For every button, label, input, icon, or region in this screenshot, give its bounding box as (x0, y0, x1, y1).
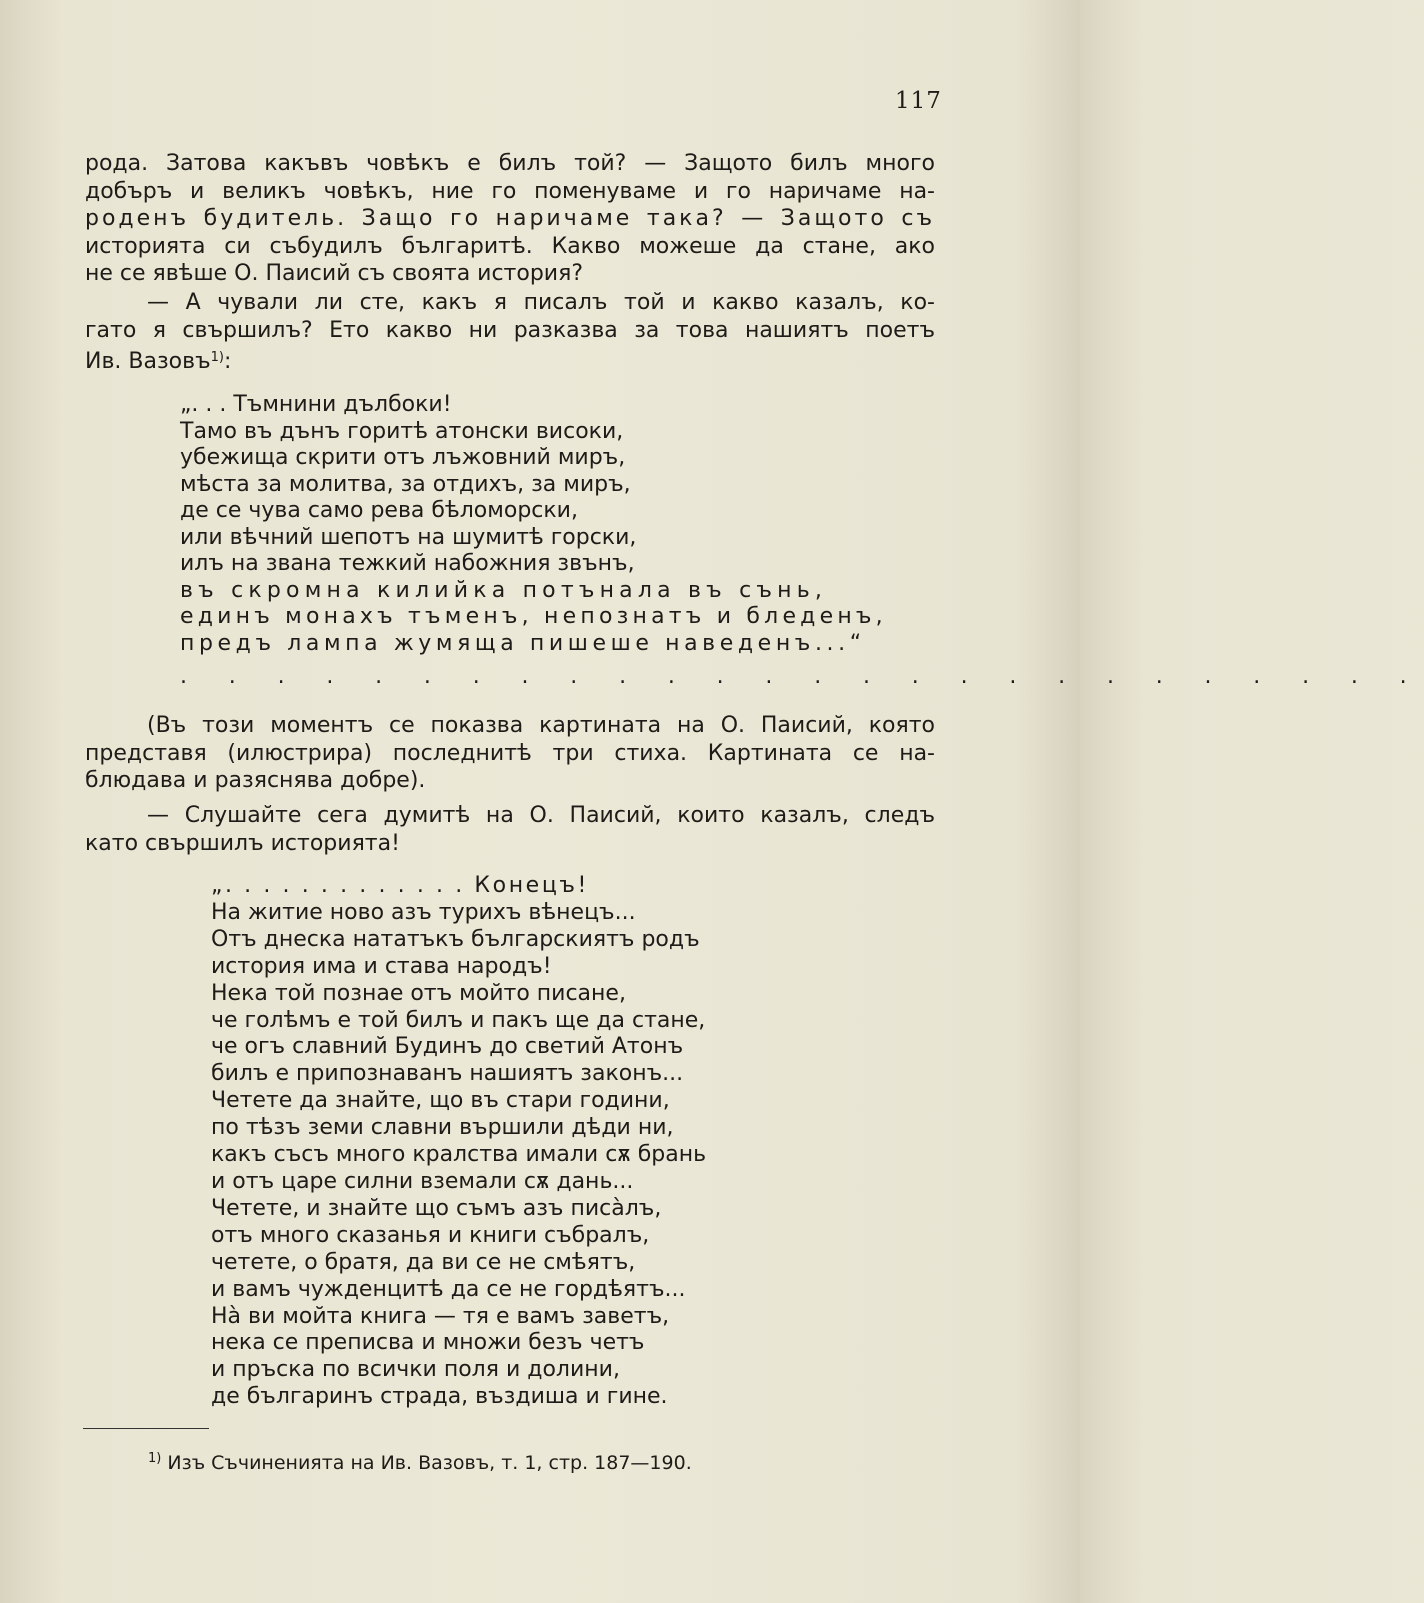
text-line: (Въ този моментъ се показва картината на О. Паисий, която (147, 713, 935, 738)
text-line: роденъ будитель. Защо го наричаме така? — Защото съ (85, 206, 935, 231)
verse-quote-2 (211, 873, 801, 1411)
verse-line: единъ монахъ тъменъ, непознатъ и бледенъ, (180, 604, 887, 629)
verse-line: отъ много сказанья и книги събралъ, (211, 1222, 650, 1248)
footnote (148, 1451, 692, 1474)
colon: : (224, 349, 232, 374)
verse-line: въ скромна килийка потънала въ сънь, (180, 577, 828, 603)
footnote-text: Изъ Съчиненията на Ив. Вазовъ, т. 1, стр. 187—190. (161, 1452, 692, 1474)
verse-line: На житие ново азъ турихъ вѣнецъ... (211, 899, 636, 925)
verse-line: Четете, и знайте що съмъ азъ писàлъ, (211, 1195, 662, 1221)
verse-line: „. . . . . . . . . . . . . Конецъ! (211, 873, 589, 898)
verse-line: Четете да знайте, що въ стари години, (211, 1088, 670, 1114)
verse-line: и пръска по всички поля и долини, (211, 1357, 620, 1383)
paragraph-3 (85, 712, 935, 795)
text-line: блюдава и разяснява добре). (85, 768, 426, 793)
verse-line: нека се преписва и множи безъ четъ (211, 1330, 645, 1356)
verse-line: Нека той познае отъ мойто писане, (211, 980, 626, 1006)
verse-line: мѣста за молитва, за отдихъ, за миръ, (180, 471, 631, 497)
ellipsis-row: . . . . . . . . . . . . . . . . . . . . . . . . . . (180, 664, 1424, 689)
verse-line: или вѣчний шепотъ на шумитѣ горски, (180, 524, 637, 550)
verse-line: билъ е припознаванъ нашиятъ законъ... (211, 1061, 684, 1087)
text-line: историята си събудилъ българитѣ. Какво можеше да стане, ако (85, 233, 935, 259)
verse-line: по тѣзъ земи славни вършили дѣди ни, (211, 1115, 674, 1141)
page-number: 117 (895, 88, 942, 114)
paragraph-2 (85, 289, 935, 376)
paragraph-1 (85, 150, 935, 288)
verse-line: „. . . Тъмнини дълбоки! (180, 392, 452, 417)
verse-line: че голѣмъ е той билъ и пакъ ще да стане, (211, 1007, 706, 1033)
verse-line: че огъ славний Будинъ до светий Атонъ (211, 1034, 684, 1060)
verse-line: Нà ви мойта книга — тя е вамъ заветъ, (211, 1303, 670, 1329)
text-line: — Слушайте сега думитѣ на О. Паисий, които казалъ, следъ (147, 803, 935, 828)
text-line: рода. Затова какъвъ човѣкъ е билъ той? — Защото билъ много (85, 151, 935, 176)
paragraph-4 (85, 802, 935, 857)
verse-line: и отъ царе силни вземали сѫ дань... (211, 1168, 634, 1194)
text-line: представя (илюстрира) последнитѣ три стиха. Картината се на- (85, 740, 935, 766)
author-name: Ив. Вазовъ (85, 349, 211, 374)
text-line: не се явѣше О. Паисий съ своята история? (85, 261, 584, 286)
verse-line: и вамъ чужденцитѣ да се не гордѣятъ... (211, 1276, 686, 1302)
footnote-ref: 1) (210, 350, 224, 365)
text-line: — А чували ли сте, какъ я писалъ той и какво казалъ, ко- (147, 290, 935, 315)
verse-line: де българинъ страда, въздиша и гине. (211, 1384, 668, 1410)
verse-line: какъ съсъ много кралства имали сѫ брань (211, 1142, 707, 1168)
text-line: добъръ и великъ човѣкъ, ние го поменуваме и го наричаме на- (85, 178, 935, 204)
footnote-divider (83, 1428, 209, 1429)
verse-line: де се чува само рева бѣломорски, (180, 498, 578, 523)
verse-line: предъ лампа жумяща пишеше наведенъ...“ (180, 630, 866, 656)
verse-line: Отъ днеска нататъкъ българскиятъ родъ (211, 926, 700, 952)
verse-quote-1 (180, 392, 940, 657)
verse-line: история има и става народъ! (211, 953, 552, 979)
text-line: като свършилъ историята! (85, 830, 400, 856)
verse-line: Тамо въ дънъ горитѣ атонски високи, (180, 418, 624, 444)
text-line: гато я свършилъ? Ето какво ни разказва за това нашиятъ поетъ (85, 317, 935, 343)
verse-line: убежища скрити отъ лъжовний миръ, (180, 445, 626, 470)
footnote-marker: 1) (148, 1451, 162, 1466)
verse-line: илъ на звана тежкий набожния звънъ, (180, 551, 635, 576)
text-line (85, 344, 935, 376)
verse-line: четете, о братя, да ви се не смѣятъ, (211, 1249, 636, 1275)
